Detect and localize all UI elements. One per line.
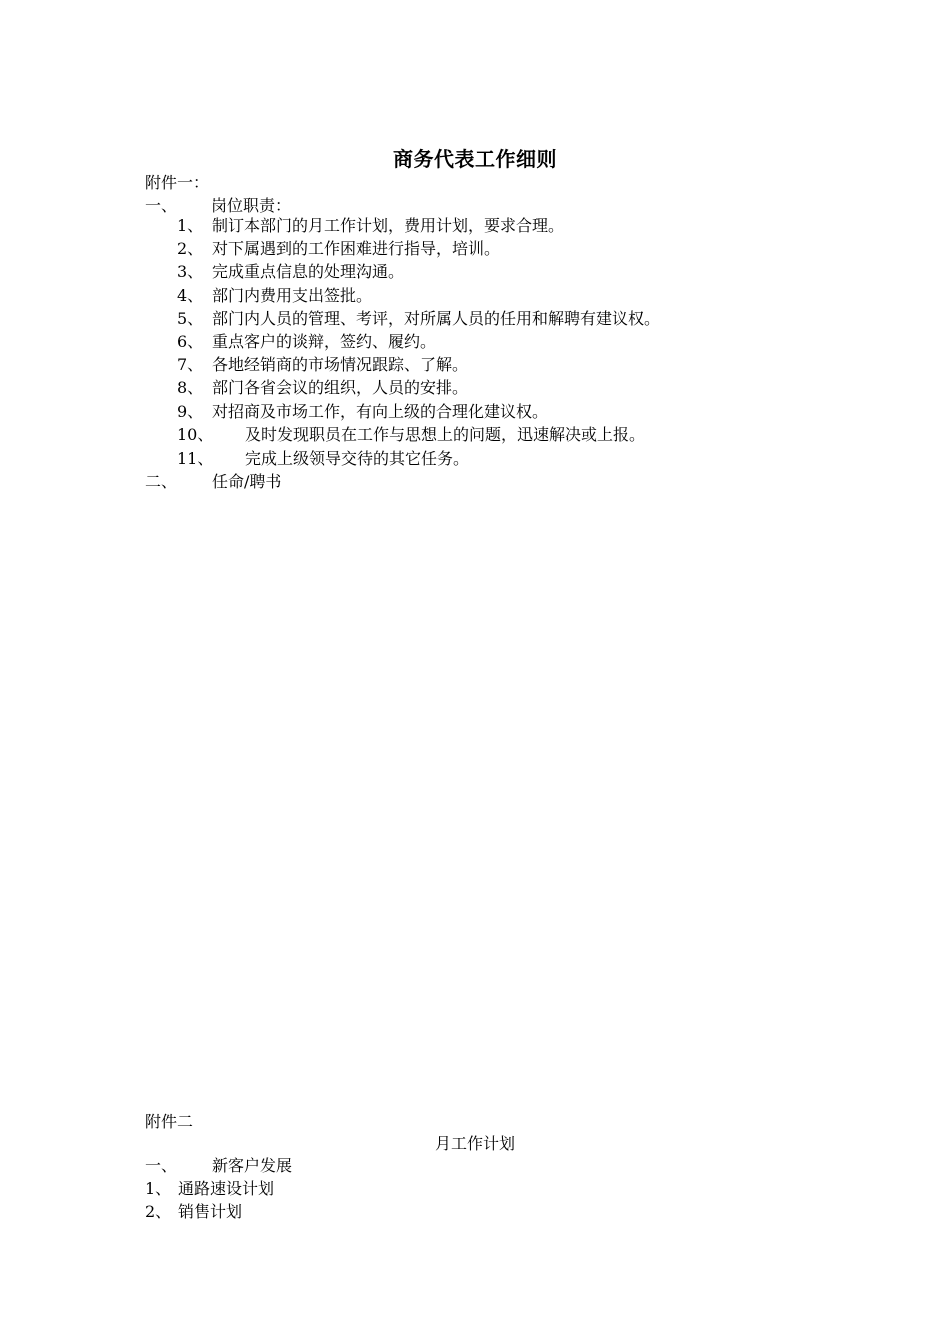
- list-item-text: 对下属遇到的工作困难进行指导，培训。: [212, 239, 501, 258]
- list-item: [177, 448, 469, 470]
- plan-section-1-heading: [145, 1155, 292, 1177]
- section-2-text: 任命/聘书: [212, 472, 282, 491]
- list-item-text: 及时发现职员在工作与思想上的问题，迅速解决或上报。: [245, 425, 646, 444]
- list-item-text: 制订本部门的月工作计划，费用计划，要求合理。: [212, 216, 565, 235]
- plan-list-item-text: 通路速设计划: [178, 1179, 275, 1198]
- list-item-number: 9、: [177, 402, 204, 421]
- list-item-number: 3、: [177, 262, 204, 281]
- list-item-text: 各地经销商的市场情况跟踪、了解。: [212, 355, 469, 374]
- attachment-2-label: 附件二: [145, 1112, 194, 1131]
- section-2-number: 二、: [145, 472, 178, 491]
- list-item-text: 重点客户的谈辩，签约、履约。: [212, 332, 437, 351]
- list-item-text: 部门各省会议的组织，人员的安排。: [212, 378, 469, 397]
- list-item: [177, 424, 645, 446]
- list-item: [177, 215, 564, 237]
- list-item: [177, 331, 436, 353]
- list-item-number: 8、: [177, 378, 204, 397]
- list-item: [177, 401, 548, 423]
- plan-section-1-number: 一、: [145, 1156, 178, 1175]
- list-item: [177, 308, 660, 330]
- plan-list-item-text: 销售计划: [178, 1202, 243, 1221]
- plan-list-item-number: 2、: [145, 1202, 172, 1221]
- monthly-plan-subtitle: 月工作计划: [434, 1134, 515, 1153]
- list-item-number: 1、: [177, 216, 204, 235]
- list-item: [177, 285, 372, 307]
- section-1-text: 岗位职责：: [211, 196, 292, 215]
- list-item-text: 部门内人员的管理、考评，对所属人员的任用和解聘有建议权。: [212, 309, 661, 328]
- list-item-text: 部门内费用支出签批。: [212, 286, 373, 305]
- list-item-number: 5、: [177, 309, 204, 328]
- list-item-number: 7、: [177, 355, 204, 374]
- list-item: [177, 354, 468, 376]
- section-2-heading: [145, 471, 281, 493]
- section-1-heading: [145, 195, 291, 217]
- list-item-number: 4、: [177, 286, 204, 305]
- plan-list-item-number: 1、: [145, 1179, 172, 1198]
- attachment-1-label: 附件一：: [145, 173, 210, 192]
- list-item-text: 对招商及市场工作，有向上级的合理化建议权。: [212, 402, 549, 421]
- list-item: [177, 238, 500, 260]
- list-item-number: 11、: [177, 449, 214, 468]
- list-item-text: 完成上级领导交待的其它任务。: [245, 449, 470, 468]
- list-item: [177, 261, 404, 283]
- plan-section-1-text: 新客户发展: [212, 1156, 293, 1175]
- document-title: 商务代表工作细则: [393, 147, 557, 171]
- list-item-number: 10、: [177, 425, 214, 444]
- list-item-number: 2、: [177, 239, 204, 258]
- list-item-text: 完成重点信息的处理沟通。: [212, 262, 405, 281]
- list-item: [177, 377, 468, 399]
- list-item-number: 6、: [177, 332, 204, 351]
- plan-list-item: [145, 1178, 274, 1200]
- plan-list-item: [145, 1201, 242, 1223]
- section-1-number: 一、: [145, 196, 178, 215]
